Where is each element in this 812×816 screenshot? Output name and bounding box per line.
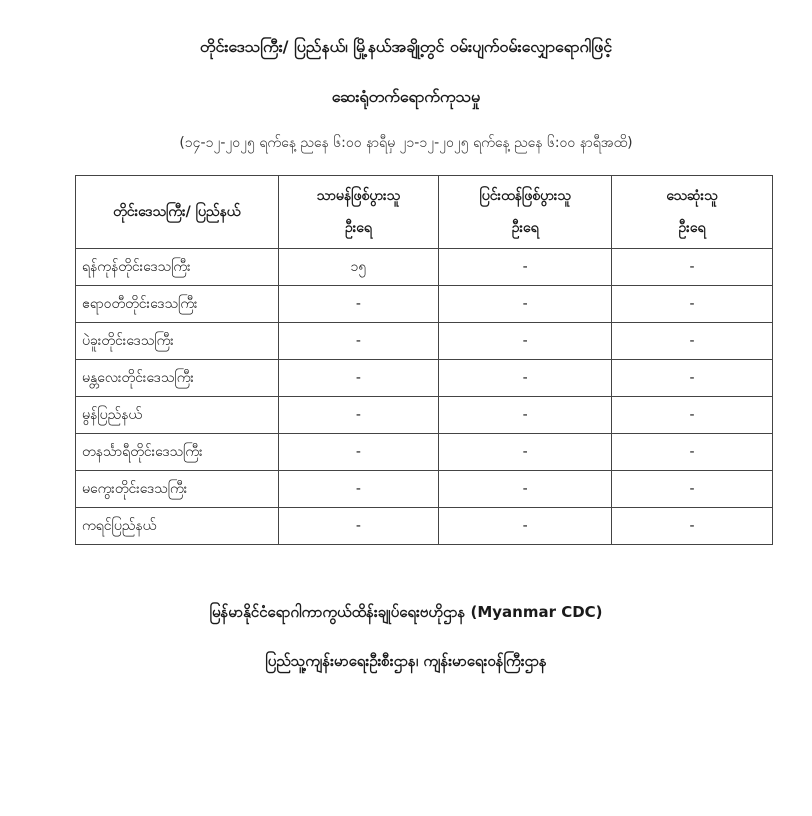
row-death-count: - (612, 249, 773, 286)
document-title-line-2: ဆေးရုံတက်ရောက်ကုသမှု (331, 87, 481, 106)
row-death-count: - (612, 286, 773, 323)
row-normal-count: - (278, 360, 439, 397)
row-normal-count: - (278, 397, 439, 434)
table-row (76, 286, 773, 323)
row-region: ရန်ကုန်တိုင်းဒေသကြီး (76, 249, 279, 286)
row-normal-count: - (278, 323, 439, 360)
row-severe-count: - (439, 323, 612, 360)
row-normal-count: - (278, 508, 439, 545)
cases-table (75, 175, 773, 545)
header-deaths (612, 176, 773, 249)
header-deaths-line-1: သေဆုံးသူ (666, 188, 718, 204)
header-region (76, 176, 279, 249)
table-row (76, 508, 773, 545)
row-region: တနင်္သာရီတိုင်းဒေသကြီး (76, 434, 279, 471)
table-header-row (76, 176, 773, 249)
reporting-period: (၁၄-၁၂-၂၀၂၅ ရက်နေ့ ညနေ ၆:၀၀ နာရီမှ ၂၁-၁၂-၂၀၂၅ ရက်နေ့ ညနေ ၆:၀၀ နာရီအထိ) (179, 135, 633, 151)
document-title-line-1: တိုင်းဒေသကြီး/ ပြည်နယ်၊ မြို့နယ်အချို့တွင် ဝမ်းပျက်ဝမ်းလျှောရောဂါဖြင့် (199, 37, 613, 56)
row-severe-count: - (439, 397, 612, 434)
footer-agency: မြန်မာနိုင်ငံရောဂါကာကွယ်ထိန်းချုပ်ရေးဗဟိုဌာန (Myanmar CDC) (209, 603, 603, 621)
table-row (76, 434, 773, 471)
row-severe-count: - (439, 286, 612, 323)
row-normal-count: - (278, 434, 439, 471)
header-severe-line-1: ပြင်းထန်ဖြစ်ပွားသူ (479, 188, 571, 204)
header-severe-line-2: ဦးရေ (511, 220, 539, 236)
header-severe-cases (439, 176, 612, 249)
row-death-count: - (612, 508, 773, 545)
row-death-count: - (612, 471, 773, 508)
header-region-label: တိုင်းဒေသကြီး/ ပြည်နယ် (113, 204, 241, 220)
header-normal-cases (278, 176, 439, 249)
row-region: မန္တလေးတိုင်းဒေသကြီး (76, 360, 279, 397)
row-death-count: - (612, 397, 773, 434)
table-row (76, 360, 773, 397)
row-normal-count: - (278, 286, 439, 323)
table-row (76, 397, 773, 434)
row-severe-count: - (439, 508, 612, 545)
row-death-count: - (612, 323, 773, 360)
table-row (76, 471, 773, 508)
row-death-count: - (612, 360, 773, 397)
row-severe-count: - (439, 249, 612, 286)
row-severe-count: - (439, 434, 612, 471)
footer-ministry: ပြည်သူ့ကျန်းမာရေးဦးစီးဌာန၊ ကျန်းမာရေးဝန်ကြီးဌာန (265, 652, 547, 670)
header-normal-line-2: ဦးရေ (344, 220, 372, 236)
table-row (76, 323, 773, 360)
row-region: ကရင်ပြည်နယ် (76, 508, 279, 545)
header-deaths-line-2: ဦးရေ (678, 220, 706, 236)
row-region: မကွေးတိုင်းဒေသကြီး (76, 471, 279, 508)
header-normal-line-1: သာမန်ဖြစ်ပွားသူ (316, 188, 401, 204)
row-death-count: - (612, 434, 773, 471)
row-normal-count: ၁၅ (278, 249, 439, 286)
row-normal-count: - (278, 471, 439, 508)
row-region: ပဲခူးတိုင်းဒေသကြီး (76, 323, 279, 360)
row-region: ဧရာဝတီတိုင်းဒေသကြီး (76, 286, 279, 323)
row-severe-count: - (439, 360, 612, 397)
row-severe-count: - (439, 471, 612, 508)
row-region: မွန်ပြည်နယ် (76, 397, 279, 434)
table-row (76, 249, 773, 286)
